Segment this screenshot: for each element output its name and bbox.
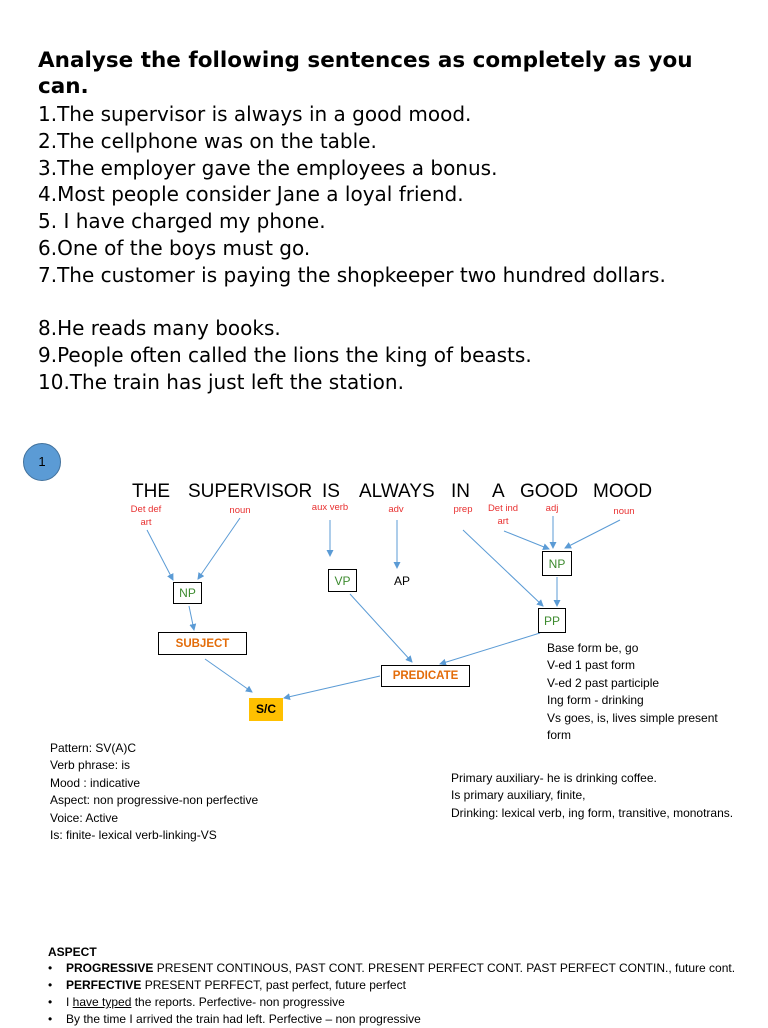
auxiliary-notes: [451, 770, 733, 822]
aspect-item: [48, 977, 735, 994]
verb-forms-notes: [547, 640, 718, 744]
sentence-text: 7.The customer is paying the shopkeeper two hundred dollars.: [38, 262, 666, 287]
verb-form-line: Ing form - drinking: [547, 693, 644, 708]
arrow-a-np: [504, 531, 549, 549]
aspect-item-bold: PERFECTIVE: [66, 978, 142, 992]
arrow-pp-predicate: [440, 633, 540, 664]
node-np-object: NP: [542, 551, 572, 576]
verb-form-line: form: [547, 728, 571, 743]
arrow-predicate-sc: [284, 676, 380, 698]
tag-noun: noun: [613, 506, 635, 517]
sentence-item: 2.The cellphone was on the table.: [38, 128, 377, 153]
node-vp: VP: [328, 569, 357, 592]
aspect-item-bold: PROGRESSIVE: [66, 961, 154, 975]
tree-word-in: IN: [451, 481, 470, 502]
sentence-item: 5. I have charged my phone.: [38, 209, 326, 234]
analysis-line: Voice: Active: [50, 810, 119, 825]
analysis-line: Aspect: non progressive-non perfective: [50, 793, 259, 808]
auxiliary-line: Primary auxiliary- he is drinking coffee.: [451, 771, 657, 785]
node-subject: SUBJECT: [158, 632, 247, 655]
sentence-item: 1.The supervisor is always in a good mood.: [38, 102, 472, 126]
aspect-item-text: PRESENT PERFECT, past perfect, future perfect: [141, 978, 406, 992]
arrow-mood-np: [565, 520, 620, 548]
auxiliary-line: Is primary auxiliary, finite,: [451, 788, 586, 803]
tree-word-is: IS: [322, 481, 340, 502]
verb-form-line: Vs goes, is, lives simple present: [547, 710, 718, 725]
aspect-item-pre: I: [66, 995, 73, 1009]
arrow-the-np: [147, 530, 173, 580]
tag-adv: adv: [388, 504, 404, 515]
tree-word-mood: MOOD: [593, 481, 653, 502]
sentence-item: 8.He reads many books.: [38, 316, 281, 341]
sentence-item: 4.Most people consider Jane a loyal friend.: [38, 182, 464, 207]
tree-word-good: GOOD: [520, 481, 579, 502]
verb-form-line: Base form be, go: [547, 641, 639, 655]
tree-word-always: ALWAYS: [359, 481, 435, 502]
auxiliary-line: Drinking: lexical verb, ing form, transitive, monotrans.: [451, 805, 734, 820]
aspect-item: [48, 994, 735, 1011]
aspect-item-text: PRESENT CONTINOUS, PAST CONT. PRESENT PERFECT CONT. PAST PERFECT CONTIN., future cont.: [153, 961, 736, 975]
node-pp: PP: [538, 608, 566, 633]
aspect-list: [48, 960, 735, 1028]
aspect-item-underlined: have typed: [72, 995, 132, 1009]
tag-aux-verb: aux verb: [311, 502, 349, 513]
sentence-item: 9.People often called the lions the king of beasts.: [38, 343, 532, 368]
arrow-np-subject: [189, 606, 194, 630]
tree-word-a: A: [492, 481, 505, 502]
aspect-item-text: the reports. Perfective- non progressive: [131, 995, 345, 1009]
node-sc: S/C: [249, 698, 283, 721]
sentence-item: 3.The employer gave the employees a bonus.: [38, 155, 498, 180]
aspect-title: ASPECT: [48, 945, 97, 959]
tag-adj: adj: [545, 503, 559, 514]
tag-det-ind-art: Det ind art: [487, 503, 519, 527]
node-np-subject: NP: [173, 582, 202, 604]
analysis-line: Verb phrase: is: [50, 758, 131, 773]
analysis-notes: [50, 740, 258, 844]
node-ap: AP: [394, 574, 411, 588]
tag-det-def-art: Det def art: [130, 504, 162, 528]
analysis-line: Is: finite- lexical verb-linking-VS: [50, 828, 217, 843]
page-heading: Analyse the following sentences as completely as you can.: [38, 48, 693, 99]
circle-number: 1: [38, 454, 46, 469]
sentence-item: 6.One of the boys must go.: [38, 235, 311, 260]
tree-word-supervisor: SUPERVISOR: [188, 481, 313, 502]
tree-word-the: THE: [132, 481, 170, 502]
arrow-supervisor-np: [198, 518, 240, 579]
arrow-subject-sc: [205, 659, 252, 692]
sentence-item: 10.The train has just left the station.: [38, 369, 404, 394]
verb-form-line: V-ed 2 past participle: [547, 675, 660, 690]
aspect-item-text: By the time I arrived the train had left. Perfective – non progressive: [66, 1012, 421, 1026]
aspect-item: [48, 960, 735, 977]
analysis-line: Mood : indicative: [50, 775, 141, 790]
arrow-vp-predicate: [350, 594, 412, 662]
aspect-section: [48, 944, 735, 1028]
verb-form-line: V-ed 1 past form: [547, 658, 636, 673]
tag-noun: noun: [229, 505, 251, 516]
analysis-line: Pattern: SV(A)C: [50, 741, 137, 755]
node-predicate: PREDICATE: [381, 665, 470, 687]
aspect-item: [48, 1011, 735, 1028]
tag-prep: prep: [453, 504, 473, 515]
